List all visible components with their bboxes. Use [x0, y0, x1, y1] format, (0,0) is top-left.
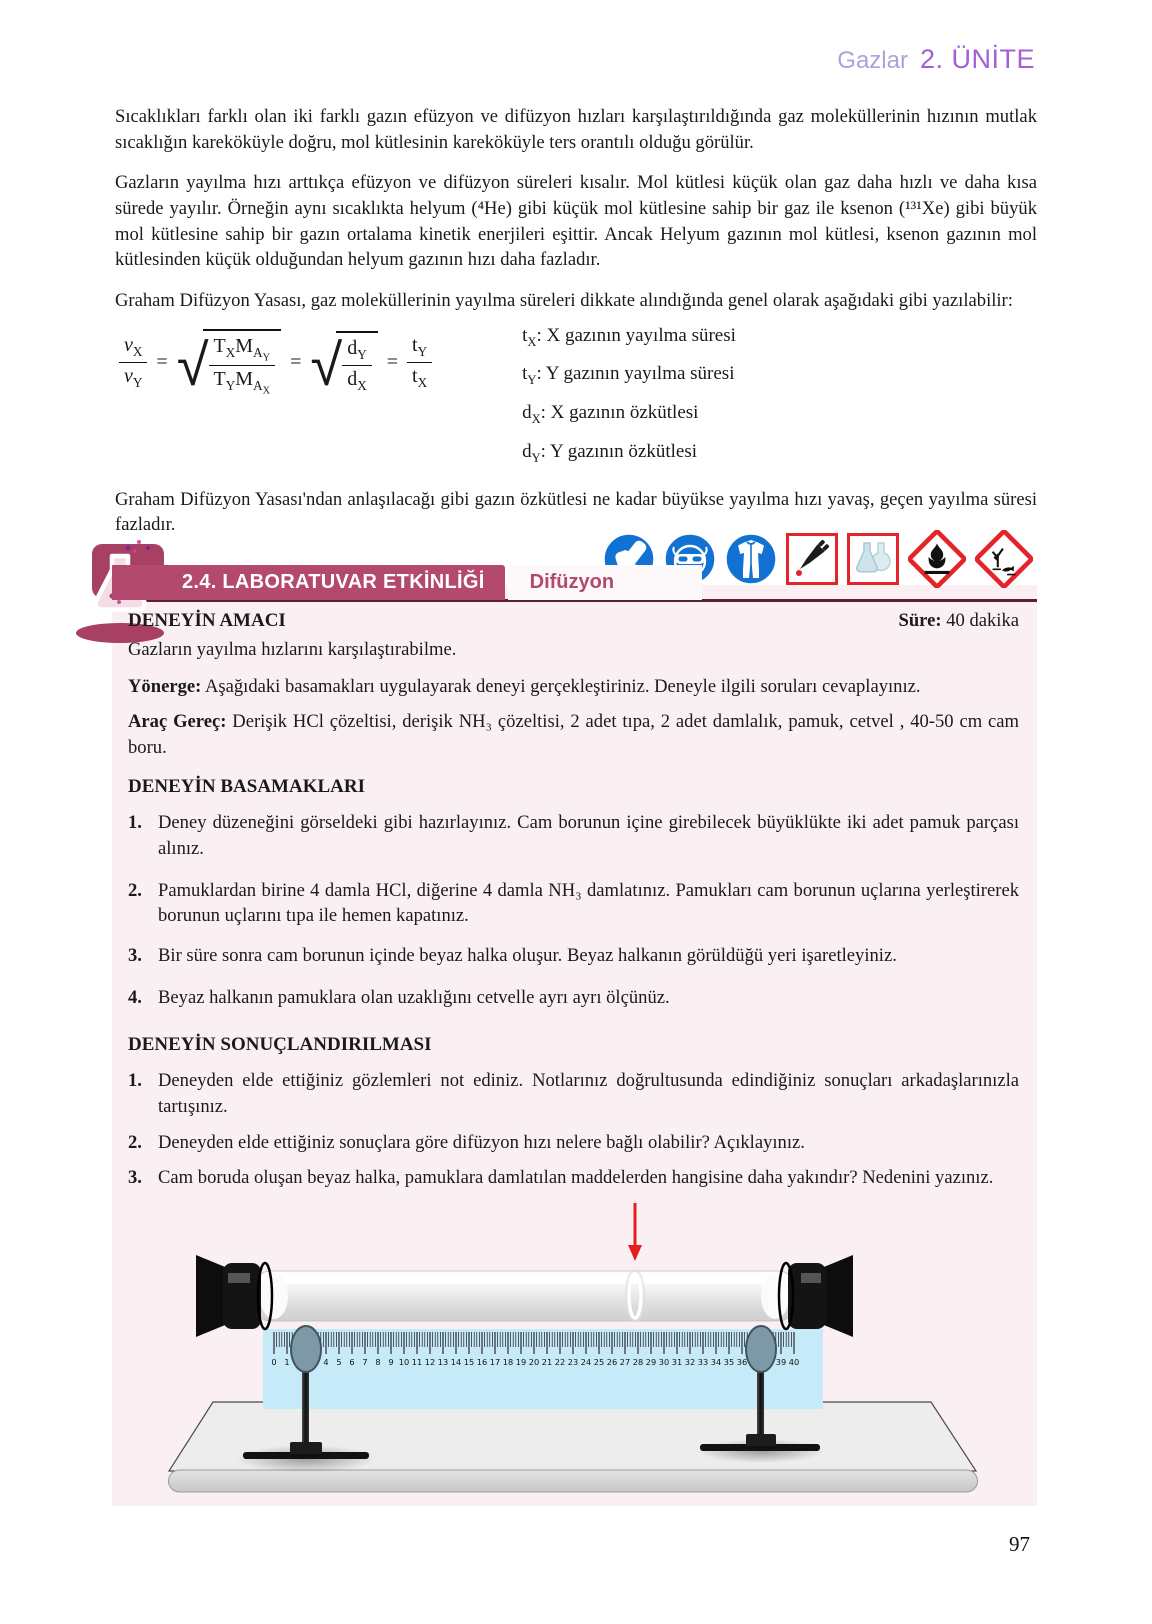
step-item: 1. Deney düzeneğini görseldeki gibi hazırlayınız. Cam borunun içine girebilecek büyüklükte iki adet pamuk parçası alınız.	[128, 812, 1019, 859]
svg-text:15: 15	[463, 1356, 475, 1367]
experiment-aim-heading: DENEYİN AMACI	[128, 610, 286, 631]
stopper-left	[223, 1263, 261, 1329]
svg-text:31: 31	[671, 1356, 683, 1367]
svg-text:40: 40	[788, 1356, 800, 1367]
svg-text:9: 9	[388, 1356, 394, 1367]
clamp-left	[291, 1326, 321, 1372]
duration: Süre: 40 dakika	[898, 610, 1019, 631]
svg-text:33: 33	[697, 1356, 709, 1367]
svg-text:29: 29	[645, 1356, 657, 1367]
experiment-aim-text: Gazların yayılma hızlarını karşılaştırabilme.	[128, 638, 457, 660]
svg-text:32: 32	[684, 1356, 696, 1367]
svg-text:26: 26	[606, 1356, 618, 1367]
legend-item: $d_Y$: Y gazının özkütlesi	[522, 440, 698, 465]
svg-text:34: 34	[710, 1356, 722, 1367]
paragraph-4: Graham Difüzyon Yasası'ndan anlaşılacağı gibi gazın özkütlesi ne kadar büyükse yayılma hızı yavaş, geçen yayılma süresi fazladır.	[115, 488, 1037, 536]
svg-text:28: 28	[632, 1356, 644, 1367]
question-item: 2. Deneyden elde ettiğiniz sonuçlara göre difüzyon hızı nelere bağlı olabilir? Açıklayınız.	[128, 1131, 805, 1153]
velocity-ratio: $\frac{v_X}{v_Y}$	[119, 334, 147, 391]
formula-legend	[522, 325, 736, 466]
materials-line: Araç Gereç: Derişik HCl çözeltisi, derişik NH₃ çözeltisi, 2 adet tıpa, 2 adet damlalık, pamuk, cetvel , 40-50 cm cam boru.	[128, 710, 1019, 758]
unit-label: 2. ÜNİTE	[919, 44, 1035, 74]
chapter-name: Gazlar	[837, 47, 908, 74]
step-item: 4. Beyaz halkanın pamuklara olan uzaklığını cetvelle ayrı ayrı ölçünüz.	[128, 986, 670, 1008]
graham-law-formula: $\frac{v_X}{v_Y}$ = √ $\frac{T_XM_{A_Y}}{T_YM_{A_X}}$ = √ $\frac{d_Y}{d_X}$ = $\frac{t_Y}{t_X}$	[119, 329, 432, 397]
svg-text:23: 23	[567, 1356, 579, 1367]
svg-text:14: 14	[450, 1356, 462, 1367]
svg-text:16: 16	[476, 1356, 488, 1367]
legend-item: $t_Y$: Y gazının yayılma süresi	[522, 363, 735, 388]
svg-text:12: 12	[424, 1356, 436, 1367]
dropper-icon	[786, 533, 838, 585]
paragraph-1: Sıcaklıkları farklı olan iki farklı gazın efüzyon ve difüzyon hızları karşılaştırıldığında gaz moleküllerinin hızının mutlak sıcaklığın kareköküyle doğru, mol kütlesinin kareköküyle ters orantılı olduğu görülür.	[115, 106, 1037, 153]
lab-activity-title: 2.4. LABORATUVAR ETKİNLİĞİ	[112, 565, 505, 600]
ruler-ticks	[274, 1332, 794, 1354]
svg-text:24: 24	[580, 1356, 592, 1367]
legend-item: $t_X$: X gazının yayılma süresi	[522, 324, 736, 349]
lab-topic-tab: Difüzyon	[508, 565, 702, 600]
svg-text:20: 20	[528, 1356, 540, 1367]
apparatus-svg	[168, 1199, 983, 1499]
radical-sign: √	[176, 330, 209, 399]
experiment-apparatus-figure	[168, 1199, 983, 1499]
legend-item: $d_X$: X gazının özkütlesi	[522, 402, 699, 426]
ruler-numbers	[271, 1357, 799, 1367]
running-head	[837, 44, 1035, 75]
svg-text:25: 25	[593, 1356, 605, 1367]
clamp-right	[746, 1326, 776, 1372]
svg-text:39: 39	[775, 1356, 787, 1367]
radical-sign: √	[310, 330, 343, 399]
svg-text:17: 17	[489, 1356, 501, 1367]
lab-activity-section	[112, 528, 1037, 1506]
svg-text:18: 18	[502, 1356, 514, 1367]
svg-text:22: 22	[554, 1356, 566, 1367]
sqrt-term-2: √ $\frac{d_Y}{d_X}$	[310, 331, 377, 394]
svg-text:4: 4	[323, 1356, 329, 1367]
glassware-icon	[847, 533, 899, 585]
intro-text-block	[115, 104, 1037, 553]
svg-text:11: 11	[411, 1356, 423, 1367]
page-number: 97	[1009, 1532, 1030, 1556]
experiment-conclusion-heading: DENEYİN SONUÇLANDIRILMASI	[128, 1034, 432, 1056]
svg-text:35: 35	[723, 1356, 735, 1367]
paragraph-2: Gazların yayılma hızı arttıkça efüzyon ve difüzyon süreleri kısalır. Mol kütlesi küçük olan gaz daha hızlı ve daha kısa sürede yayılır. Örneğin aynı sıcaklıkta helyum (⁴He) gibi küçük mol kütlesine sahip bir gaz ile ksenon (¹³¹Xe) gibi büyük mol kütlesine sahip bir gazın ortalama kinetik enerjileri eşittir. Ancak Helyum gazının mol kütlesi, ksenon gazının mol kütlesinden küçük olduğundan helyum gazının hızı daha fazladır.	[115, 172, 1037, 271]
svg-text:36: 36	[736, 1356, 748, 1367]
svg-text:0: 0	[271, 1356, 277, 1367]
svg-text:5: 5	[336, 1356, 342, 1367]
svg-text:30: 30	[658, 1356, 670, 1367]
question-item: 3. Cam boruda oluşan beyaz halka, pamuklara damlatılan maddelerden hangisine daha yakındır? Nedenini yazınız.	[128, 1167, 994, 1189]
svg-text:10: 10	[398, 1356, 410, 1367]
wear-protective-clothing-icon	[725, 533, 777, 585]
flammable-icon	[908, 530, 966, 588]
time-ratio: $\frac{t_Y}{t_X}$	[407, 334, 432, 391]
ruler	[263, 1329, 823, 1409]
pointer-arrow	[628, 1203, 642, 1261]
svg-text:19: 19	[515, 1356, 527, 1367]
directive-line: Yönerge: Aşağıdaki basamakları uygulayarak deneyi gerçekleştiriniz. Deneyle ilgili soruları cevaplayınız.	[128, 676, 921, 698]
svg-text:13: 13	[437, 1356, 449, 1367]
experiment-steps-heading: DENEYİN BASAMAKLARI	[128, 776, 365, 798]
paragraph-3: Graham Difüzyon Yasası, gaz moleküllerinin yayılma süreleri dikkate alındığında genel olarak aşağıdaki gibi yazılabilir:	[115, 289, 1013, 311]
environmental-hazard-icon	[975, 530, 1033, 588]
experiment-steps-list	[128, 810, 1019, 1026]
svg-text:27: 27	[619, 1356, 631, 1367]
table-front-edge	[169, 1470, 978, 1492]
lab-content	[112, 602, 1037, 1499]
svg-text:8: 8	[375, 1356, 381, 1367]
svg-text:1: 1	[284, 1356, 290, 1367]
conclusion-questions-list	[128, 1068, 1019, 1191]
sqrt-term-1: √ $\frac{T_XM_{A_Y}}{T_YM_{A_X}}$	[177, 329, 281, 397]
step-item: 3. Bir süre sonra cam borunun içinde beyaz halka oluşur. Beyaz halkanın görüldüğü yeri işaretleyiniz.	[128, 944, 897, 966]
step-item: 2. Pamuklardan birine 4 damla HCl, diğerine 4 damla NH₃ damlatınız. Pamukları cam borunun uçlarına yerleştirerek borunun uçlarını tıpa ile hemen kapatınız.	[128, 879, 1019, 927]
lab-title-bar	[112, 565, 702, 600]
question-item: 1. Deneyden elde ettiğiniz gözlemleri not ediniz. Notlarınız doğrultusunda edindiğiniz sonuçları arkadaşlarınızla tartışınız.	[128, 1070, 1019, 1117]
graham-law-block	[115, 324, 1037, 477]
svg-text:21: 21	[541, 1356, 553, 1367]
svg-text:7: 7	[362, 1356, 368, 1367]
svg-text:6: 6	[349, 1356, 355, 1367]
